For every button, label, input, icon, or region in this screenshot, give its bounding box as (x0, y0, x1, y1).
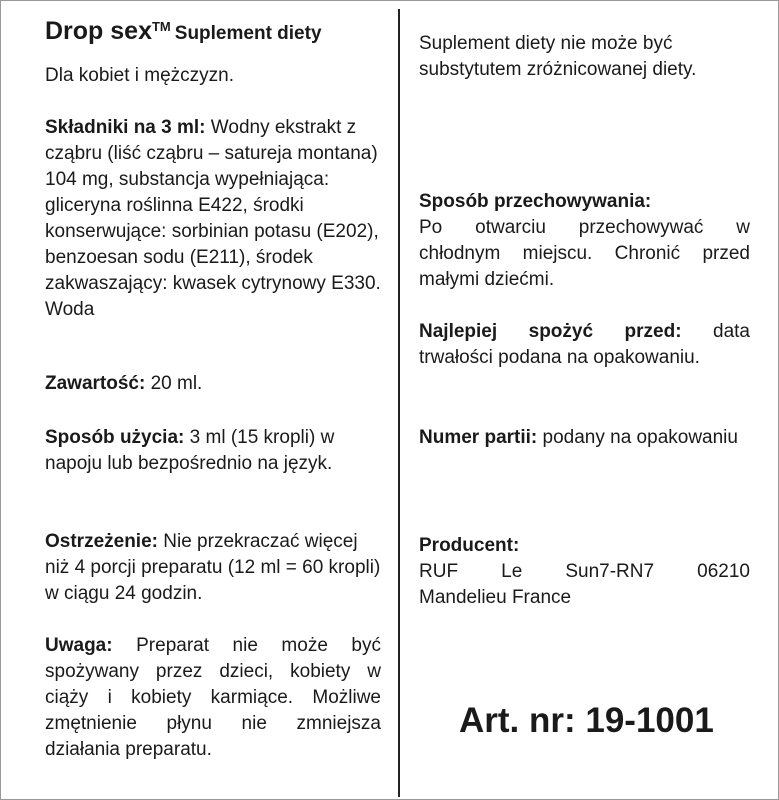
best-before-label: Najlepiej spożyć przed: (419, 321, 682, 342)
ingredients-label: Składniki na 3 ml: (45, 117, 206, 138)
best-before-text: data trwałości podana na opakowaniu. (419, 321, 750, 368)
producer-country: Mandelieu France (419, 587, 572, 608)
usage-section (45, 425, 381, 477)
product-subtitle: Suplement diety (174, 23, 322, 44)
warning-label: Ostrzeżenie: (45, 531, 158, 552)
batch-label: Numer partii: (419, 427, 538, 448)
disclaimer-text: Suplement diety nie może być substytutem zróżnicowanej diety. (419, 33, 697, 80)
batch-section (419, 425, 750, 451)
note-section (45, 633, 381, 763)
column-divider (398, 9, 400, 797)
content-text: 20 ml. (150, 373, 203, 394)
producer-section (419, 533, 750, 611)
audience-line: Dla kobiet i mężczyzn. (45, 65, 235, 86)
trademark-mark: TM (151, 18, 171, 34)
warning-section (45, 529, 381, 607)
note-label: Uwaga: (45, 635, 113, 656)
usage-text: 3 ml (15 kropli) w napoju lub bezpośrednio na język. (45, 427, 335, 474)
usage-label: Sposób użycia: (45, 427, 185, 448)
content-label: Zawartość: (45, 373, 146, 394)
product-title (45, 17, 322, 46)
brand-name: Drop sex (45, 17, 152, 45)
best-before-section (419, 319, 750, 371)
storage-text: Po otwarciu przechowywać w chłodnym miejscu. Chronić przed małymi dziećmi. (419, 217, 750, 290)
producer-label: Producent: (419, 535, 520, 556)
content-section (45, 371, 381, 397)
storage-label: Sposób przechowywania: (419, 191, 652, 212)
warning-text: Nie przekraczać więcej niż 4 porcji preparatu (12 ml = 60 kropli) w ciągu 24 godzin. (45, 531, 381, 604)
storage-section (419, 189, 750, 293)
ingredients-section (45, 115, 381, 323)
ingredients-text: Wodny ekstrakt z cząbru (liść cząbru – satureja montana) 104 mg, substancja wypełniająca: gliceryna roślinna E422, środki konserwujące: sorbinian potasu (E202), benzoesan sodu (E211), środek zakwaszający: kwasek cytrynowy E330. Woda (45, 117, 381, 320)
article-number: Art. nr: 19-1001 (459, 701, 714, 740)
producer-address: RUF Le Sun7-RN7 06210 (419, 561, 750, 582)
batch-text: podany na opakowaniu (542, 427, 738, 448)
note-text: Preparat nie może być spożywany przez dzieci, kobiety w ciąży i kobiety karmiące. Możliwe zmętnienie płynu nie zmniejsza działania preparatu. (45, 635, 382, 760)
